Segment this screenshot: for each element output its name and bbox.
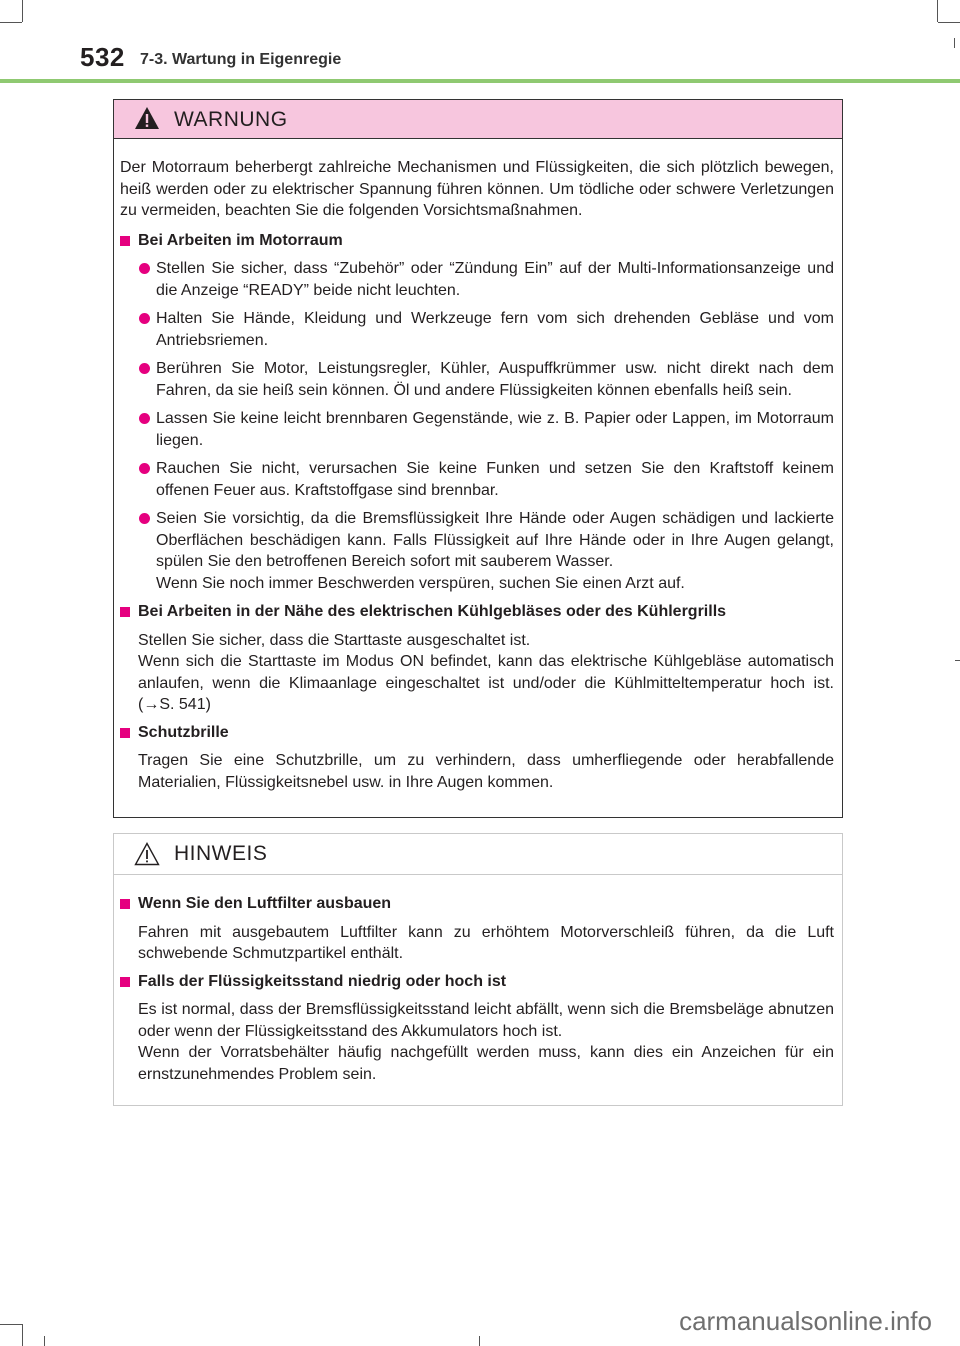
list-item: Halten Sie Hände, Kleidung und Werkzeuge fern vom sich drehenden Gebläse und vom Antriebsriemen. [120, 308, 834, 351]
caution-triangle-icon [134, 842, 160, 866]
note-body [114, 875, 842, 1085]
warning-triangle-icon [134, 106, 160, 130]
warning-box [113, 99, 843, 818]
header-rule [0, 79, 960, 83]
chapter-title: 7-3. Wartung in Eigenregie [140, 51, 342, 68]
warning-title: WARNUNG [174, 108, 288, 131]
list-item: Rauchen Sie nicht, verursachen Sie keine Funken und setzen Sie den Kraftstoff keinem offenen Feuer aus. Kraftstoffgase sind brennbar. [120, 458, 834, 501]
round-bullet-icon [139, 263, 150, 274]
crop-mark [0, 22, 22, 23]
crop-mark [954, 38, 955, 48]
list-item: Seien Sie vorsichtig, da die Bremsflüssigkeit Ihre Hände oder Augen schädigen und lackierte Oberflächen beschädigen kann. Falls Flüssigkeit auf Ihre Hände oder in Ihre Augen gelangt, spülen Sie den betroffenen Bereich sofort mit sauberem Wasser. [120, 508, 834, 573]
round-bullet-icon [139, 313, 150, 324]
square-bullet-icon [120, 607, 130, 617]
note-header [114, 834, 842, 875]
crop-mark [22, 1324, 23, 1346]
list-item: Lassen Sie keine leicht brennbaren Gegenstände, wie z. B. Papier oder Lappen, im Motorraum liegen. [120, 408, 834, 451]
watermark: carmanualsonline.info [679, 1306, 932, 1336]
round-bullet-icon [139, 413, 150, 424]
crop-mark [0, 1324, 22, 1325]
warning-body [114, 139, 842, 793]
warning-section [120, 722, 834, 794]
warning-header [114, 100, 842, 139]
round-bullet-icon [139, 363, 150, 374]
section-title: Bei Arbeiten in der Nähe des elektrischen Kühlgebläses oder des Kühlergrills [120, 601, 834, 623]
crop-mark [938, 22, 960, 23]
note-box [113, 833, 843, 1106]
round-bullet-icon [139, 463, 150, 474]
section-paragraph: Fahren mit ausgebautem Luftfilter kann zu erhöhtem Motorverschleiß führen, da die Luft schwebende Schmutzpartikel enthält. [138, 923, 834, 962]
section-title: Bei Arbeiten im Motorraum [120, 230, 834, 252]
section-title: Schutzbrille [120, 722, 834, 744]
list-item-continuation: Wenn Sie noch immer Beschwerden verspüren, suchen Sie einen Arzt auf. [156, 574, 685, 592]
section-paragraph: Stellen Sie sicher, dass die Starttaste ausgeschaltet ist. Wenn sich die Starttaste im Modus ON befindet, kann das elektrische Kühlgebläse automatisch anlaufen, wenn die Klimaanlage eingeschaltet ist und/oder die Kühlmitteltemperatur hoch ist. (→S. 541) [138, 631, 834, 713]
square-bullet-icon [120, 236, 130, 246]
square-bullet-icon [120, 728, 130, 738]
warning-section [120, 601, 834, 716]
warning-intro: Der Motorraum beherbergt zahlreiche Mechanismen und Flüssigkeiten, die sich plötzlich bewegen, heiß werden oder zu elektrischer Spannung führen können. Um tödliche oder schwere Verletzungen zu vermeiden, beachten Sie die folgenden Vorsichtsmaßnahmen. [120, 159, 834, 219]
square-bullet-icon [120, 899, 130, 909]
crop-mark [44, 1336, 45, 1346]
list-item: Berühren Sie Motor, Leistungsregler, Kühler, Auspuffkrümmer usw. nicht direkt nach dem Fahren, da sie heiß sein können. Öl und andere Flüssigkeiten können ebenfalls heiß sein. [120, 358, 834, 401]
note-title: HINWEIS [174, 842, 268, 865]
section-title: Falls der Flüssigkeitsstand niedrig oder hoch ist [120, 971, 834, 993]
note-section [120, 893, 834, 965]
section-paragraph: Tragen Sie eine Schutzbrille, um zu verhindern, dass umherfliegende oder herabfallende Materialien, Flüssigkeitsnebel usw. in Ihre Augen kommen. [138, 752, 834, 791]
crop-mark [955, 660, 960, 661]
note-section [120, 971, 834, 1086]
crop-mark [22, 0, 23, 22]
crop-mark [479, 1336, 480, 1346]
bullet-list [120, 258, 834, 594]
warning-section [120, 230, 834, 595]
list-item: Stellen Sie sicher, dass “Zubehör” oder “Zündung Ein” auf der Multi-Informationsanzeige und die Anzeige “READY” beide nicht leuchten. [120, 258, 834, 301]
section-paragraph: Es ist normal, dass der Bremsflüssigkeitsstand leicht abfällt, wenn sich die Bremsbeläge abnutzen oder wenn der Flüssigkeitsstand des Akkumulators hoch ist. Wenn der Vorratsbehälter häufig nachgefüllt werden muss, kann dies ein Anzeichen für ein ernstzunehmendes Problem sein. [138, 1001, 834, 1083]
section-title: Wenn Sie den Luftfilter ausbauen [120, 893, 834, 915]
round-bullet-icon [139, 513, 150, 524]
square-bullet-icon [120, 977, 130, 987]
crop-mark [937, 0, 938, 22]
page-number: 532 [80, 42, 125, 72]
